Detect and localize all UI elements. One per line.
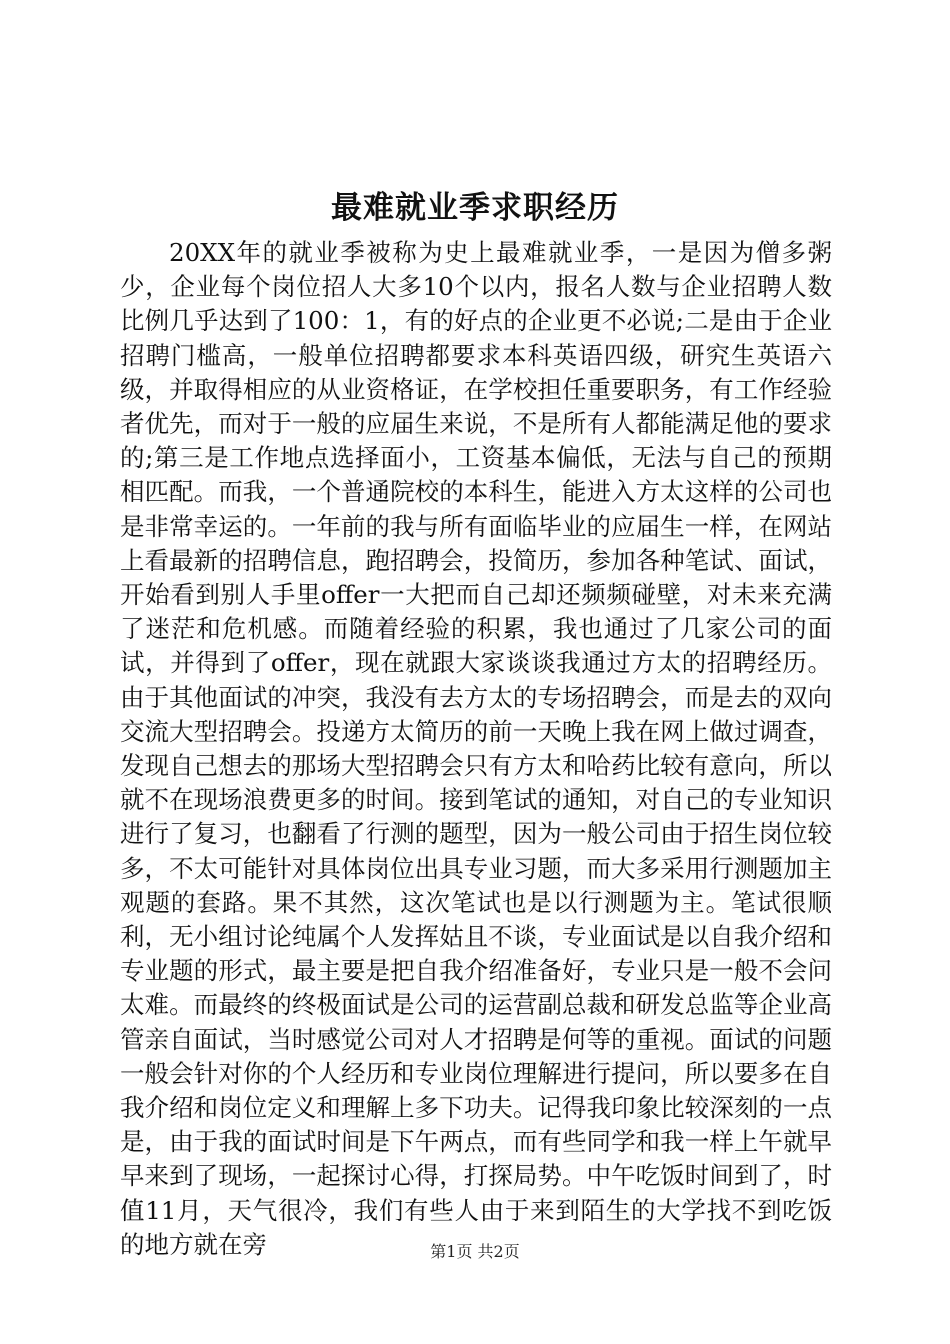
- document-body: 20XX年的就业季被称为史上最难就业季，一是因为僧多粥少，企业每个岗位招人大多10个以内，报名人数与企业招聘人数比例几乎达到了100：1，有的好点的企业更不必说;二是由于企业招聘门槛高，一般单位招聘都要求本科英语四级，研究生英语六级，并取得相应的从业资格证，在学校担任重要职务，有工作经验者优先，而对于一般的应届生来说，不是所有人都能满足他的要求的;第三是工作地点选择面小，工资基本偏低，无法与自己的预期相匹配。而我，一个普通院校的本科生，能进入方太这样的公司也是非常幸运的。一年前的我与所有面临毕业的应届生一样，在网站上看最新的招聘信息，跑招聘会，投简历，参加各种笔试、面试，开始看到别人手里offer一大把而自己却还频频碰壁，对未来充满了迷茫和危机感。而随着经验的积累，我也通过了几家公司的面试，并得到了offer，现在就跟大家谈谈我通过方太的招聘经历。由于其他面试的冲突，我没有去方太的专场招聘会，而是去的双向交流大型招聘会。投递方太简历的前一天晚上我在网上做过调查，发现自己想去的那场大型招聘会只有方太和哈药比较有意向，所以就不在现场浪费更多的时间。接到笔试的通知，对自己的专业知识进行了复习，也翻看了行测的题型，因为一般公司由于招生岗位较多，不太可能针对具体岗位出具专业习题，而大多采用行测题加主观题的套路。果不其然，这次笔试也是以行测题为主。笔试很顺利，无小组讨论纯属个人发挥姑且不谈，专业面试是以自我介绍和专业题的形式，最主要是把自我介绍准备好，专业只是一般不会问太难。而最终的终极面试是公司的运营副总裁和研发总监等企业高管亲自面试，当时感觉公司对人才招聘是何等的重视。面试的问题一般会针对你的个人经历和专业岗位理解进行提问，所以要多在自我介绍和岗位定义和理解上多下功夫。记得我印象比较深刻的一点是，由于我的面试时间是下午两点，而有些同学和我一样上午就早早来到了现场，一起探讨心得，打探局势。中午吃饭时间到了，时值11月，天气很冷，我们有些人由于来到陌生的大学找不到吃饭的地方就在旁: [120, 238, 832, 1259]
- page-footer: 第1页 共2页: [430, 1242, 520, 1261]
- document-title: 最难就业季求职经历: [331, 190, 619, 226]
